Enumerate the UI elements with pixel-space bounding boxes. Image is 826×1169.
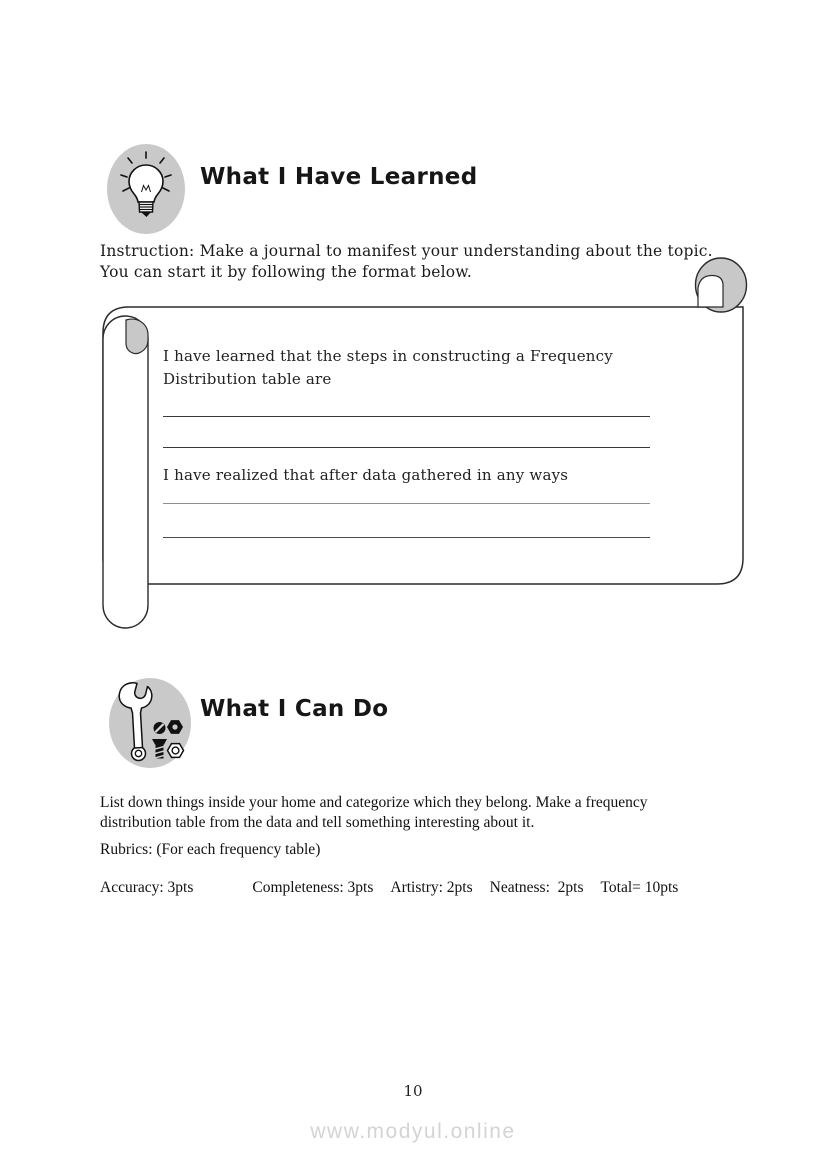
journal-blank-line xyxy=(163,416,650,417)
lightbulb-icon xyxy=(106,143,186,239)
wrench-icon xyxy=(108,677,192,773)
rubric-item: Accuracy: 3pts xyxy=(100,879,194,896)
rubric-row xyxy=(100,879,780,897)
rubrics-label: Rubrics: (For each frequency table) xyxy=(100,841,321,858)
scroll-left-curl xyxy=(126,319,148,353)
heading-what-i-have-learned: What I Have Learned xyxy=(200,164,478,190)
journal-blank-line xyxy=(163,503,650,504)
watermark: www.modyul.online xyxy=(310,1120,516,1143)
heading-what-i-can-do: What I Can Do xyxy=(200,696,389,722)
rubric-item: Artistry: 2pts xyxy=(390,879,473,896)
journal-content xyxy=(163,345,663,538)
journal-blank-line xyxy=(163,537,650,538)
journal-prompt-1: I have learned that the steps in constructing a Frequency Distribution table are xyxy=(163,347,613,388)
scroll-left-roll xyxy=(103,316,148,628)
page-number: 10 xyxy=(403,1082,423,1100)
lightbulb-icon-svg xyxy=(106,143,186,235)
task-instructions: List down things inside your home and categorize which they belong. Make a frequency distribution table from the data and tell something interesting about it. xyxy=(100,794,648,831)
journal-scroll-banner xyxy=(95,256,765,641)
scroll-right-curl-inner xyxy=(698,275,723,307)
journal-prompt-2: I have realized that after data gathered in any ways xyxy=(163,466,569,484)
rubric-item: Neatness: 2pts xyxy=(489,879,584,896)
rubric-item: Completeness: 3pts xyxy=(252,879,374,896)
journal-blank-line xyxy=(163,447,650,448)
rubric-item: Total= 10pts xyxy=(600,879,679,896)
wrench-icon-svg xyxy=(108,677,192,769)
instruction-text: Instruction: Make a journal to manifest your understanding about the topic. You can start it by following the format below. xyxy=(100,242,713,281)
